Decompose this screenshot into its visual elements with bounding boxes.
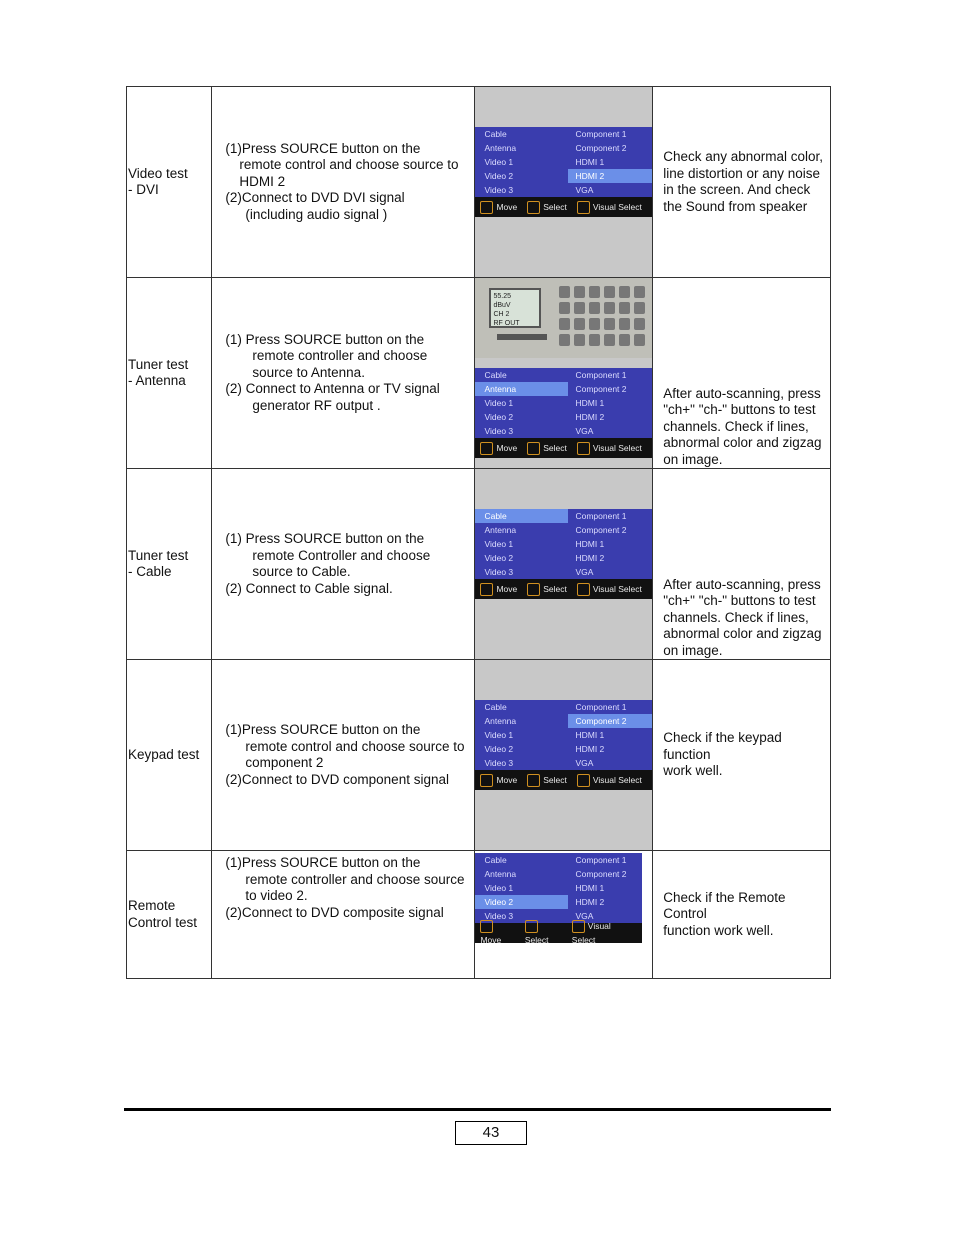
test-row <box>127 851 831 979</box>
generator-key <box>574 302 585 314</box>
test-row <box>127 469 831 660</box>
check-criteria-line: the Sound from speaker <box>663 198 808 214</box>
test-name-cell <box>127 851 212 979</box>
procedure-step-line: (1) Press SOURCE button on the <box>225 531 425 546</box>
source-menu <box>475 700 652 790</box>
source-option: Video 2 <box>484 412 514 422</box>
source-option: Cable <box>484 129 507 139</box>
source-option: HDMI 2 <box>575 897 605 907</box>
procedure-step-line: source to Cable. <box>252 564 351 579</box>
source-option: Video 2 <box>484 171 514 181</box>
check-criteria-line: channels. Check if lines, <box>663 609 809 625</box>
generator-key <box>634 318 645 330</box>
menu-hint-label: Move <box>496 583 518 594</box>
check-criteria-line: abnormal color and zigzag <box>663 626 822 641</box>
test-name-cell <box>127 87 212 278</box>
procedure-steps-cell <box>212 87 475 278</box>
generator-key <box>634 302 645 314</box>
source-menu <box>475 127 652 217</box>
visual-select-icon <box>577 774 590 787</box>
menu-hint <box>480 200 517 214</box>
menu-hint-bar <box>475 579 652 599</box>
generator-key <box>559 286 570 298</box>
check-criteria-line: channels. Check if lines, <box>663 418 809 434</box>
generator-key <box>574 318 585 330</box>
procedure-step-line: HDMI 2 <box>239 173 286 189</box>
source-menu-row <box>475 700 652 714</box>
check-criteria-line: line distortion or any noise <box>663 165 821 181</box>
procedure-step-line: remote Controller and choose <box>252 547 431 563</box>
source-menu-row <box>475 368 652 382</box>
source-option: HDMI 1 <box>575 883 605 893</box>
menu-hint <box>527 441 567 455</box>
check-criteria-cell <box>653 851 831 979</box>
generator-display-line: RF OUT <box>493 320 520 327</box>
menu-hint-label: Visual Select <box>592 201 642 212</box>
check-criteria-line: Check any abnormal color, <box>663 149 824 164</box>
check-criteria-line: Check if the Remote <box>663 889 786 905</box>
source-menu-row <box>475 714 652 728</box>
check-criteria-line: on image. <box>663 451 723 467</box>
procedure-steps-cell <box>212 278 475 469</box>
procedure-step-line: (2)Connect to DVD composite signal <box>225 904 444 920</box>
menu-hint <box>480 441 517 455</box>
check-criteria-line: function work well. <box>663 922 774 938</box>
move-icon <box>480 201 493 214</box>
procedure-step-line: (1)Press SOURCE button on the <box>225 855 421 870</box>
menu-hint-bar <box>475 920 642 946</box>
check-criteria-cell <box>653 87 831 278</box>
test-name-line: Tuner test <box>128 547 189 563</box>
select-icon <box>527 442 540 455</box>
source-option: Antenna <box>484 525 517 535</box>
procedure-step-line: (2)Connect to DVD DVI signal <box>225 190 405 206</box>
menu-hint-label: Move <box>496 201 518 212</box>
generator-key <box>559 302 570 314</box>
source-option: Component 2 <box>575 143 627 153</box>
source-menu-screenshot <box>475 87 653 278</box>
test-row <box>127 278 831 469</box>
check-criteria-line: "ch+" "ch-" buttons to test <box>663 402 816 417</box>
source-option: Cable <box>484 370 507 380</box>
generator-key <box>634 334 645 346</box>
source-option: Antenna <box>475 382 568 396</box>
generator-key <box>619 302 630 314</box>
move-icon <box>480 442 493 455</box>
menu-hint-bar <box>475 197 652 217</box>
source-option: Video 2 <box>475 895 568 909</box>
source-option: VGA <box>575 426 594 436</box>
test-name-line: Keypad test <box>128 746 200 762</box>
procedure-step-line: (2) Connect to Cable signal. <box>225 580 393 596</box>
select-icon <box>527 774 540 787</box>
source-menu-row <box>475 881 642 895</box>
source-option: VGA <box>575 567 594 577</box>
procedure-step-line: component 2 <box>245 755 324 770</box>
generator-display-line: dBuV <box>493 302 511 309</box>
select-icon <box>525 920 538 933</box>
source-menu-row <box>475 509 652 523</box>
procedure-step-line: (1) Press SOURCE button on the <box>225 331 425 347</box>
menu-hint-bar <box>475 438 652 458</box>
source-option: Video 1 <box>484 730 514 740</box>
source-option: Video 3 <box>484 758 514 768</box>
procedure-steps-cell <box>212 660 475 851</box>
generator-key <box>619 334 630 346</box>
menu-hint <box>525 919 562 947</box>
select-icon <box>527 583 540 596</box>
menu-hint <box>480 582 517 596</box>
source-menu-row <box>475 523 652 537</box>
menu-hint-label: Move <box>480 935 502 946</box>
test-row <box>127 660 831 851</box>
menu-hint <box>480 773 517 787</box>
source-option: HDMI 2 <box>575 744 605 754</box>
source-menu-row <box>475 141 652 155</box>
source-option: Video 2 <box>484 553 514 563</box>
source-option: Video 3 <box>484 185 514 195</box>
test-name-line: Video test <box>128 165 188 181</box>
source-option: HDMI 1 <box>575 157 605 167</box>
visual-select-icon <box>577 442 590 455</box>
test-name-cell <box>127 278 212 469</box>
generator-key <box>574 286 585 298</box>
generator-key <box>589 334 600 346</box>
source-option: HDMI 1 <box>575 398 605 408</box>
page-number: 43 <box>455 1121 527 1145</box>
generator-key <box>589 286 600 298</box>
generator-display <box>489 288 541 328</box>
procedure-step-line: (2)Connect to DVD component signal <box>225 771 449 787</box>
source-menu-row <box>475 382 652 396</box>
check-criteria-line: After auto-scanning, press <box>663 576 821 592</box>
menu-hint-label: Visual Select <box>592 583 642 594</box>
generator-key <box>604 318 615 330</box>
generator-key <box>589 302 600 314</box>
source-menu-row <box>475 537 652 551</box>
menu-hint-bar <box>475 770 652 790</box>
source-menu-row <box>475 424 652 438</box>
source-menu-row <box>475 551 652 565</box>
test-name-line: Control test <box>128 914 198 930</box>
source-option: Component 1 <box>575 370 627 380</box>
source-option: Video 1 <box>484 157 514 167</box>
check-criteria-cell <box>653 660 831 851</box>
source-menu-row <box>475 742 652 756</box>
source-option: Video 1 <box>484 883 514 893</box>
source-option: Video 3 <box>484 911 514 921</box>
menu-hint <box>577 200 642 214</box>
generator-display-line: CH 2 <box>493 311 510 318</box>
move-icon <box>480 774 493 787</box>
procedure-steps-cell <box>212 469 475 660</box>
check-criteria-line: work well. <box>663 763 723 779</box>
move-icon <box>480 583 493 596</box>
test-name-line: - DVI <box>128 182 159 197</box>
check-criteria-line: function <box>663 746 711 762</box>
source-menu-row <box>475 565 652 579</box>
source-option: HDMI 2 <box>575 412 605 422</box>
check-criteria-cell <box>653 469 831 660</box>
procedure-step-line: remote control and choose source to <box>245 738 465 754</box>
source-menu-row <box>475 867 642 881</box>
source-option: Component 1 <box>575 855 627 865</box>
source-menu-screenshot <box>475 660 653 851</box>
signal-generator-photo <box>475 278 652 358</box>
source-option: Antenna <box>484 869 517 879</box>
generator-key <box>559 318 570 330</box>
check-criteria-line: After auto-scanning, press <box>663 385 821 401</box>
test-name-line: - Antenna <box>128 373 186 388</box>
procedure-step-line: generator RF output . <box>252 397 381 413</box>
source-menu-row <box>475 728 652 742</box>
source-menu-row <box>475 895 642 909</box>
check-criteria-line: in the screen. And check <box>663 182 811 197</box>
source-option: Component 1 <box>575 702 627 712</box>
source-option: Antenna <box>484 143 517 153</box>
procedure-step-line: (1)Press SOURCE button on the <box>225 722 421 737</box>
source-option: Video 1 <box>484 539 514 549</box>
procedure-step-line: (including audio signal ) <box>245 206 388 222</box>
source-menu-row <box>475 410 652 424</box>
menu-hint-label: Select <box>543 201 567 212</box>
source-option: Video 3 <box>484 567 514 577</box>
source-option: VGA <box>575 911 594 921</box>
visual-select-icon <box>577 201 590 214</box>
source-option: HDMI 2 <box>568 169 652 183</box>
check-criteria-line: "ch+" "ch-" buttons to test <box>663 593 816 608</box>
procedure-step-line: (2) Connect to Antenna or TV signal <box>225 381 440 397</box>
procedure-step-line: remote controller and choose source <box>245 871 465 887</box>
source-option: Component 2 <box>568 714 652 728</box>
menu-hint <box>527 773 567 787</box>
check-criteria-line: Control <box>663 906 707 922</box>
menu-hint-label: Visual Select <box>592 442 642 453</box>
source-option: Video 2 <box>484 744 514 754</box>
generator-key <box>634 286 645 298</box>
generator-display-line: 55.25 <box>493 293 511 300</box>
source-option: VGA <box>575 758 594 768</box>
source-option: Video 1 <box>484 398 514 408</box>
source-option: VGA <box>575 185 594 195</box>
test-name-line: Tuner test <box>128 356 189 372</box>
menu-hint <box>480 919 514 947</box>
procedure-step-line: (1)Press SOURCE button on the <box>225 140 421 156</box>
check-criteria-line: on image. <box>663 642 723 658</box>
menu-hint <box>527 582 567 596</box>
select-icon <box>527 201 540 214</box>
menu-hint-label: Move <box>496 774 518 785</box>
source-menu-row <box>475 169 652 183</box>
menu-hint-label: Move <box>496 442 518 453</box>
source-menu <box>475 368 652 458</box>
source-menu-row <box>475 853 642 867</box>
menu-hint-label: Select <box>543 774 567 785</box>
footer-rule <box>124 1108 831 1111</box>
menu-hint <box>527 200 567 214</box>
generator-key <box>574 334 585 346</box>
menu-hint <box>577 582 642 596</box>
check-criteria-cell <box>653 278 831 469</box>
menu-hint <box>572 919 633 947</box>
source-option: Component 2 <box>575 525 627 535</box>
source-option: HDMI 2 <box>575 553 605 563</box>
menu-hint-label: Select <box>543 442 567 453</box>
source-menu-row <box>475 396 652 410</box>
source-menu-row <box>475 127 652 141</box>
source-option: Antenna <box>484 716 517 726</box>
source-option: Component 1 <box>575 511 627 521</box>
generator-key <box>604 334 615 346</box>
source-option: Cable <box>475 509 568 523</box>
procedure-step-line: remote controller and choose <box>252 348 428 364</box>
source-menu-row <box>475 756 652 770</box>
source-menu <box>475 509 652 599</box>
check-criteria-line: Check if the keypad <box>663 730 782 746</box>
test-name-cell <box>127 660 212 851</box>
source-option: Cable <box>484 855 507 865</box>
source-option: Cable <box>484 702 507 712</box>
menu-hint-label: Select <box>524 935 549 946</box>
test-name-cell <box>127 469 212 660</box>
source-menu-screenshot <box>475 851 653 979</box>
test-procedure-table <box>126 86 831 979</box>
menu-hint <box>577 773 642 787</box>
source-menu-screenshot <box>475 278 653 469</box>
source-option: Video 3 <box>484 426 514 436</box>
source-option: Component 2 <box>575 869 627 879</box>
generator-buttons <box>497 334 547 340</box>
generator-key <box>619 318 630 330</box>
generator-key <box>604 286 615 298</box>
generator-key <box>589 318 600 330</box>
test-row <box>127 87 831 278</box>
source-menu-row <box>475 183 652 197</box>
generator-key <box>619 286 630 298</box>
visual-select-icon <box>577 583 590 596</box>
generator-key <box>559 334 570 346</box>
test-name-line: - Cable <box>128 564 172 579</box>
menu-hint-label: Visual Select <box>592 774 642 785</box>
procedure-step-line: source to Antenna. <box>252 364 365 380</box>
source-option: HDMI 1 <box>575 539 605 549</box>
source-menu-screenshot <box>475 469 653 660</box>
source-option: Component 1 <box>575 129 627 139</box>
visual-select-icon <box>572 920 585 933</box>
source-menu <box>475 853 642 946</box>
procedure-steps-cell <box>212 851 475 979</box>
generator-key <box>604 302 615 314</box>
procedure-step-line: to video 2. <box>245 888 308 903</box>
test-name-line: Remote <box>128 898 176 913</box>
source-option: HDMI 1 <box>575 730 605 740</box>
source-menu-row <box>475 155 652 169</box>
move-icon <box>480 920 493 933</box>
menu-hint-label: Visual Select <box>571 920 611 946</box>
check-criteria-line: abnormal color and zigzag <box>663 435 822 450</box>
source-option: Component 2 <box>575 384 627 394</box>
menu-hint-label: Select <box>543 583 567 594</box>
menu-hint <box>577 441 642 455</box>
procedure-step-line: remote control and choose source to <box>239 157 459 173</box>
